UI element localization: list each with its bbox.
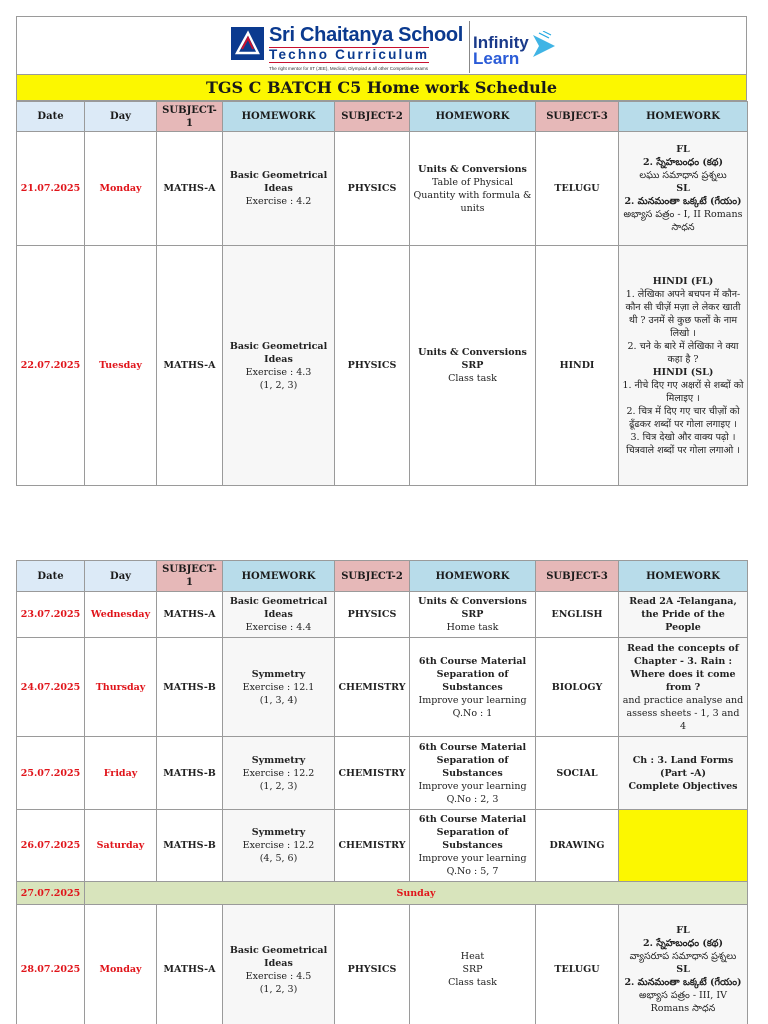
header-logo-box (16, 16, 747, 74)
logo-divider (469, 21, 470, 73)
homework-line: Improve your learning (418, 694, 527, 706)
col-subject-3: SUBJECT-3 (536, 102, 619, 132)
date-cell: 26.07.2025 (17, 810, 85, 882)
homework-line: 2. స్నేహబంధం (కథ) (642, 157, 723, 168)
holiday-label: Sunday (85, 882, 748, 905)
subject-1-cell: MATHS-A (157, 905, 223, 1024)
homework-line: 1. लेखिका अपने बचपन में कौन-कौन सी चीज़ें मज़ा ले लेकर खाती थी ? उनमें से कुछ फलों के नाम लिखो । (625, 288, 741, 339)
col-subject-3: SUBJECT-3 (536, 561, 619, 592)
homework-line: Q.No : 5, 7 (446, 866, 499, 877)
table-row (17, 132, 748, 246)
brand-name: Sri Chaitanya School (269, 24, 464, 46)
homework-line: 3. चित्र देखो और वाक्य पढ़ो । चित्रवाले शब्दों पर गोला लगाओ । (626, 431, 740, 456)
homework-line: 1. नीचे दिए गए अक्षरों से शब्दों को मिलाइए । (622, 379, 744, 404)
homework-line: Q.No : 1 (452, 707, 493, 719)
homework-2-cell (410, 737, 536, 810)
homework-line: Read 2A -Telangana, the Pride of the People (629, 596, 737, 633)
homework-line: Read the concepts of Chapter - 3. Rain : Where does it come from ? (627, 642, 739, 693)
subject-3-cell: HINDI (536, 246, 619, 486)
homework-line: Exercise : 12.1 (242, 681, 315, 693)
homework-line: Q.No : 2, 3 (446, 793, 499, 805)
homework-3-cell (619, 905, 748, 1024)
homework-line: Basic Geometrical Ideas (229, 596, 328, 620)
school-emblem-icon (231, 27, 264, 60)
homework-1-cell (223, 592, 335, 638)
homework-line: Symmetry (251, 668, 306, 680)
day-cell: Wednesday (85, 592, 157, 638)
subject-3-cell: TELUGU (536, 132, 619, 246)
day-cell: Monday (85, 905, 157, 1024)
homework-line: అభ్యాస పత్రం - I, II Romans సాధన (623, 209, 743, 233)
homework-line: Class task (448, 373, 497, 384)
day-cell: Monday (85, 132, 157, 246)
brand-logo (231, 21, 561, 73)
homework-line: Basic Geometrical Ideas (229, 944, 328, 969)
brand-subtitle: Techno Curriculum (269, 47, 430, 62)
homework-line: 2. స్నేహబంధం (కథ) (642, 938, 723, 949)
homework-line: Units & Conversions (418, 163, 527, 175)
date-cell: 22.07.2025 (17, 246, 85, 486)
subject-3-cell: BIOLOGY (536, 638, 619, 737)
homework-3-cell (619, 592, 748, 638)
col-day: Day (85, 102, 157, 132)
homework-1-cell (223, 638, 335, 737)
table-row (17, 638, 748, 737)
col-subject-1: SUBJECT-1 (157, 561, 223, 592)
homework-1-cell (223, 246, 335, 486)
partner-logo (473, 35, 529, 67)
homework-2-cell (410, 246, 536, 486)
date-cell: 27.07.2025 (17, 882, 85, 905)
homework-line: 6th Course Material Separation of Substances (418, 655, 527, 693)
table-row (17, 246, 748, 486)
col-homework-2: HOMEWORK (410, 102, 536, 132)
partner-line2: Learn (473, 49, 520, 68)
day-cell: Tuesday (85, 246, 157, 486)
homework-line: HINDI (SL) (652, 366, 714, 378)
homework-line: Exercise : 12.2 (242, 840, 315, 851)
homework-2-cell (410, 592, 536, 638)
homework-line: Basic Geometrical Ideas (229, 170, 328, 194)
subject-2-cell: PHYSICS (335, 592, 410, 638)
homework-line: Ch : 3. Land Forms (Part -A) (632, 754, 734, 779)
col-date: Date (17, 561, 85, 592)
homework-line: Table of Physical Quantity with formula & units (413, 176, 532, 214)
homework-line: 2. चने के बारे में लेखिका ने क्या कहा है ? (627, 340, 739, 365)
subject-3-cell: TELUGU (536, 905, 619, 1024)
date-cell: 23.07.2025 (17, 592, 85, 638)
date-cell: 21.07.2025 (17, 132, 85, 246)
homework-line: SL (676, 183, 690, 194)
homework-1-cell (223, 810, 335, 882)
table-row (17, 810, 748, 882)
homework-line: SRP (462, 964, 483, 975)
homework-3-cell (619, 737, 748, 810)
homework-line: Symmetry (251, 827, 306, 838)
homework-line: Improve your learning (418, 853, 527, 864)
homework-line: Class task (448, 977, 497, 988)
homework-2-cell (410, 132, 536, 246)
day-cell: Friday (85, 737, 157, 810)
homework-line: Exercise : 12.2 (242, 767, 315, 779)
subject-3-cell: DRAWING (536, 810, 619, 882)
homework-1-cell (223, 132, 335, 246)
homework-line: and practice analyse and assess sheets - 1, 3 and 4 (622, 694, 744, 732)
homework-line: (1, 2, 3) (259, 983, 298, 995)
homework-line: Home task (446, 622, 499, 633)
homework-3-cell (619, 132, 748, 246)
homework-line: Exercise : 4.3 (245, 366, 312, 378)
subject-1-cell: MATHS-B (157, 737, 223, 810)
sunday-row (17, 882, 748, 905)
homework-line: Improve your learning (418, 780, 527, 792)
subject-2-cell: PHYSICS (335, 246, 410, 486)
schedule-table-week1 (16, 101, 748, 486)
table-header-row (17, 102, 748, 132)
subject-2-cell: PHYSICS (335, 132, 410, 246)
subject-3-cell: ENGLISH (536, 592, 619, 638)
homework-line: FL (676, 144, 690, 155)
subject-1-cell: MATHS-B (157, 638, 223, 737)
col-date: Date (17, 102, 85, 132)
table-row (17, 737, 748, 810)
table-row (17, 905, 748, 1024)
day-cell: Saturday (85, 810, 157, 882)
subject-2-cell: PHYSICS (335, 905, 410, 1024)
homework-line: (1, 2, 3) (259, 379, 298, 391)
subject-1-cell: MATHS-A (157, 246, 223, 486)
subject-2-cell: CHEMISTRY (335, 737, 410, 810)
col-subject-1: SUBJECT-1 (157, 102, 223, 132)
arrow-logo-icon (531, 31, 559, 65)
homework-line: 6th Course Material Separation of Substances (418, 814, 527, 851)
homework-line: 6th Course Material Separation of Substances (418, 741, 527, 779)
col-day: Day (85, 561, 157, 592)
homework-line: Exercise : 4.5 (245, 970, 312, 982)
homework-line: లఘు సమాధాన ప్రశ్నలు (639, 170, 727, 181)
col-subject-2: SUBJECT-2 (335, 561, 410, 592)
homework-line: అభ్యాస పత్రం - III, IV Romans సాధన (639, 990, 727, 1014)
homework-line: వ్యాసరూప సమాధాన ప్రశ్నలు (629, 951, 737, 962)
homework-line: (4, 5, 6) (259, 853, 298, 864)
subject-2-cell: CHEMISTRY (335, 810, 410, 882)
homework-line: SRP (461, 609, 484, 620)
homework-line: FL (676, 925, 690, 936)
col-homework-1: HOMEWORK (223, 102, 335, 132)
col-homework-2: HOMEWORK (410, 561, 536, 592)
col-homework-1: HOMEWORK (223, 561, 335, 592)
subject-3-cell: SOCIAL (536, 737, 619, 810)
homework-line: (1, 2, 3) (259, 780, 298, 792)
col-homework-3: HOMEWORK (619, 561, 748, 592)
schedule-table-week2 (16, 560, 748, 1024)
date-cell: 25.07.2025 (17, 737, 85, 810)
homework-3-cell (619, 810, 748, 882)
day-cell: Thursday (85, 638, 157, 737)
homework-line: SL (676, 964, 690, 975)
homework-3-cell (619, 638, 748, 737)
homework-line: Symmetry (251, 754, 306, 766)
date-cell: 28.07.2025 (17, 905, 85, 1024)
date-cell: 24.07.2025 (17, 638, 85, 737)
homework-2-cell (410, 905, 536, 1024)
partner-line1: Infinity (473, 33, 529, 52)
homework-2-cell (410, 810, 536, 882)
homework-line: 2. మనమంతా ఒక్కటే (గేయం) (624, 977, 742, 988)
col-subject-2: SUBJECT-2 (335, 102, 410, 132)
homework-3-cell (619, 246, 748, 486)
homework-1-cell (223, 905, 335, 1024)
homework-line: Complete Objectives (628, 780, 738, 792)
page-title: TGS C BATCH C5 Home work Schedule (16, 74, 747, 101)
subject-1-cell: MATHS-A (157, 592, 223, 638)
col-homework-3: HOMEWORK (619, 102, 748, 132)
subject-2-cell: CHEMISTRY (335, 638, 410, 737)
homework-1-cell (223, 737, 335, 810)
homework-line: SRP (461, 360, 484, 371)
homework-line: 2. चित्र में दिए गए चार चीज़ों को ढूँढकर शब्दों पर गोला लगाइए । (626, 405, 740, 430)
homework-line: 2. మనమంతా ఒక్కటే (గేయం) (624, 196, 742, 207)
homework-line: (1, 3, 4) (259, 694, 298, 706)
homework-2-cell (410, 638, 536, 737)
subject-1-cell: MATHS-A (157, 132, 223, 246)
subject-1-cell: MATHS-B (157, 810, 223, 882)
homework-line: Units & Conversions (418, 347, 527, 358)
table-header-row (17, 561, 748, 592)
brand-tagline: The right mentor for IIT (JEE), Medical, Olympiad & all other Competitive exams (269, 66, 428, 71)
homework-line: Units & Conversions (418, 596, 527, 607)
table-row (17, 592, 748, 638)
homework-line: Exercise : 4.4 (245, 622, 312, 633)
homework-line: Exercise : 4.2 (245, 196, 312, 207)
homework-line: Basic Geometrical Ideas (229, 340, 328, 365)
homework-line: Heat (460, 951, 485, 962)
homework-line: HINDI (FL) (652, 275, 714, 287)
